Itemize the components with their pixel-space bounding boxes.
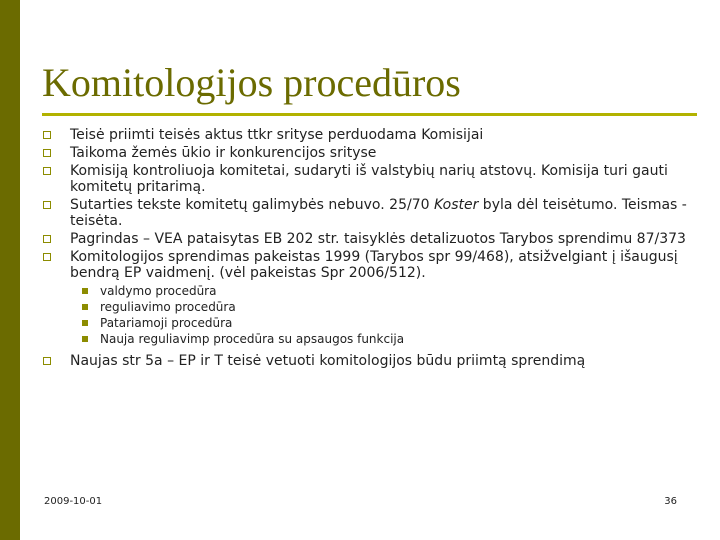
bullet-list: [42, 127, 702, 371]
bullet-text: Komitologijos sprendimas pakeistas 1999 (Tarybos spr 99/468), atsižvelgiant į išaugusį bendrą EP vaidmenį. (vėl pakeistas Spr 2006/512).: [70, 249, 678, 281]
sub-bullet-text: Nauja reguliavimp procedūra su apsaugos funkcija: [100, 332, 405, 346]
title-underline: [42, 113, 697, 116]
hollow-square-icon: [43, 201, 51, 209]
sub-bullet-text: reguliavimo procedūra: [100, 300, 236, 314]
case-name: Koster: [433, 197, 479, 213]
filled-square-icon: [82, 320, 88, 326]
hollow-square-icon: [43, 149, 51, 157]
filled-square-icon: [82, 288, 88, 294]
bullet-item: [42, 249, 702, 347]
slide-title: Komitologijos procedūros: [42, 60, 461, 105]
sub-bullet-item: [80, 315, 702, 331]
bullet-text: Komisiją kontroliuoja komitetai, sudaryti iš valstybių narių atstovų. Komisija turi gauti komitetų pritarimą.: [70, 163, 668, 195]
hollow-square-icon: [43, 131, 51, 139]
hollow-square-icon: [43, 167, 51, 175]
sub-bullet-text: valdymo procedūra: [100, 284, 217, 298]
bullet-text-part: byla dėl teisėtumo. Teismas - teisėta.: [70, 197, 687, 229]
sub-bullet-list: [70, 283, 702, 347]
filled-square-icon: [82, 336, 88, 342]
page-number: 36: [664, 496, 677, 507]
hollow-square-icon: [43, 235, 51, 243]
sub-bullet-item: [80, 283, 702, 299]
bullet-item: [42, 127, 702, 143]
sidebar-accent-bar: [0, 0, 20, 540]
footer-date: 2009-10-01: [44, 496, 103, 507]
sub-bullet-item: [80, 331, 702, 347]
filled-square-icon: [82, 304, 88, 310]
sub-bullet-item: [80, 299, 702, 315]
bullet-text: Pagrindas – VEA pataisytas EB 202 str. taisyklės detalizuotos Tarybos sprendimu 87/373: [70, 231, 686, 247]
bullet-item: [42, 197, 702, 229]
bullet-item: [42, 353, 702, 369]
bullet-text: Naujas str 5a – EP ir T teisė vetuoti komitologijos būdu priimtą sprendimą: [70, 353, 586, 369]
bullet-text-part: Sutarties tekste komitetų galimybės nebuvo. 25/70: [70, 197, 434, 213]
hollow-square-icon: [43, 253, 51, 261]
hollow-square-icon: [43, 357, 51, 365]
bullet-text: Taikoma žemės ūkio ir konkurencijos srityse: [70, 145, 377, 161]
bullet-item: [42, 145, 702, 161]
bullet-item: [42, 163, 702, 195]
bullet-text: Teisė priimti teisės aktus ttkr srityse perduodama Komisijai: [70, 127, 484, 143]
bullet-item: [42, 231, 702, 247]
sub-bullet-text: Patariamoji procedūra: [100, 316, 233, 330]
